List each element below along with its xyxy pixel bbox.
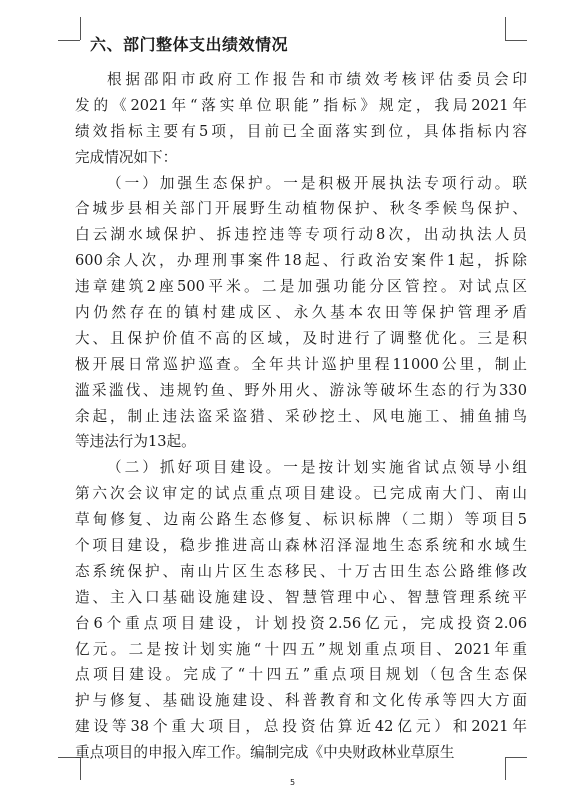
paragraph bbox=[75, 171, 527, 456]
paragraph-line: 重点项目的申报入库工作。编制完成《中央财政林业草原生 bbox=[75, 744, 455, 762]
crop-mark-top-right-h bbox=[505, 40, 527, 41]
paragraph-line: 根据邵阳市政府工作报告和市绩效考核评估委员会印 bbox=[107, 71, 527, 88]
paragraph bbox=[75, 455, 527, 766]
section-heading: 六、部门整体支出绩效情况 bbox=[90, 35, 289, 54]
paragraph-line: 600余人次，办理刑事案件18起、行政治安案件1起，拆除 bbox=[75, 252, 527, 270]
paragraph-line: （一）加强生态保护。一是积极开展执法专项行动。联 bbox=[107, 174, 527, 192]
paragraph-line: 点项目建设。完成了“十四五”重点项目规划（包含生态保 bbox=[75, 666, 527, 684]
paragraph-line: 态系统保护、南山片区生态移民、十万古田生态公路维修改 bbox=[75, 562, 527, 580]
paragraph-line: 完成情况如下： bbox=[75, 148, 178, 166]
page-number: 5 bbox=[289, 778, 296, 787]
paragraph-line: 等违法行为13起。 bbox=[75, 433, 196, 451]
paragraph-line: 建设等38个重大项目，总投资估算近42亿元）和2021年 bbox=[75, 718, 527, 736]
paragraph bbox=[75, 67, 527, 171]
paragraph-line: 草甸修复、边南公路生态修复、标识标牌（二期）等项目5 bbox=[75, 511, 527, 529]
document-body bbox=[75, 67, 527, 766]
paragraph-line: 绩效指标主要有5项，目前已全面落实到位，具体指标内容 bbox=[75, 122, 527, 140]
paragraph-line: 亿元。二是按计划实施“十四五”规划重点项目、2021年重 bbox=[75, 640, 527, 658]
paragraph-line: 滥采滥伐、违规钓鱼、野外用火、游泳等破坏生态的行为330 bbox=[75, 381, 527, 399]
paragraph-line: 护与修复、基础设施建设、科普教育和文化传承等四大方面 bbox=[75, 692, 527, 710]
paragraph-line: 合城步县相关部门开展野生动植物保护、秋冬季候鸟保护、 bbox=[75, 200, 527, 218]
crop-mark-top-left-v bbox=[80, 17, 81, 40]
paragraph-line: 第六次会议审定的试点重点项目建设。已完成南大门、南山 bbox=[75, 485, 527, 503]
paragraph-line: 白云湖水域保护、拆违控违等专项行动8次，出动执法人员 bbox=[75, 226, 527, 244]
paragraph-line: 发的《2021年“落实单位职能”指标》规定，我局2021年 bbox=[75, 96, 527, 114]
paragraph-line: （二）抓好项目建设。一是按计划实施省试点领导小组 bbox=[107, 459, 527, 477]
crop-mark-top-left-h bbox=[58, 40, 80, 41]
paragraph-line: 造、主入口基础设施建设、智慧管理中心、智慧管理系统平 bbox=[75, 588, 527, 606]
paragraph-line: 违章建筑2座500平米。二是加强功能分区管控。对试点区 bbox=[75, 278, 527, 296]
paragraph-line: 余起，制止违法盗采盗猎、采砂挖土、风电施工、捕鱼捕鸟 bbox=[75, 407, 527, 425]
paragraph-line: 大、且保护价值不高的区域，及时进行了调整优化。三是积 bbox=[75, 329, 527, 347]
paragraph-line: 内仍然存在的镇村建成区、永久基本农田等保护管理矛盾 bbox=[75, 304, 527, 322]
paragraph-line: 台6个重点项目建设，计划投资2.56亿元，完成投资2.06 bbox=[75, 614, 527, 632]
crop-mark-top-right-v bbox=[505, 17, 506, 40]
paragraph-line: 个项目建设，稳步推进高山森林沼泽湿地生态系统和水域生 bbox=[75, 537, 527, 555]
paragraph-line: 极开展日常巡护巡查。全年共计巡护里程11000公里，制止 bbox=[75, 355, 527, 373]
